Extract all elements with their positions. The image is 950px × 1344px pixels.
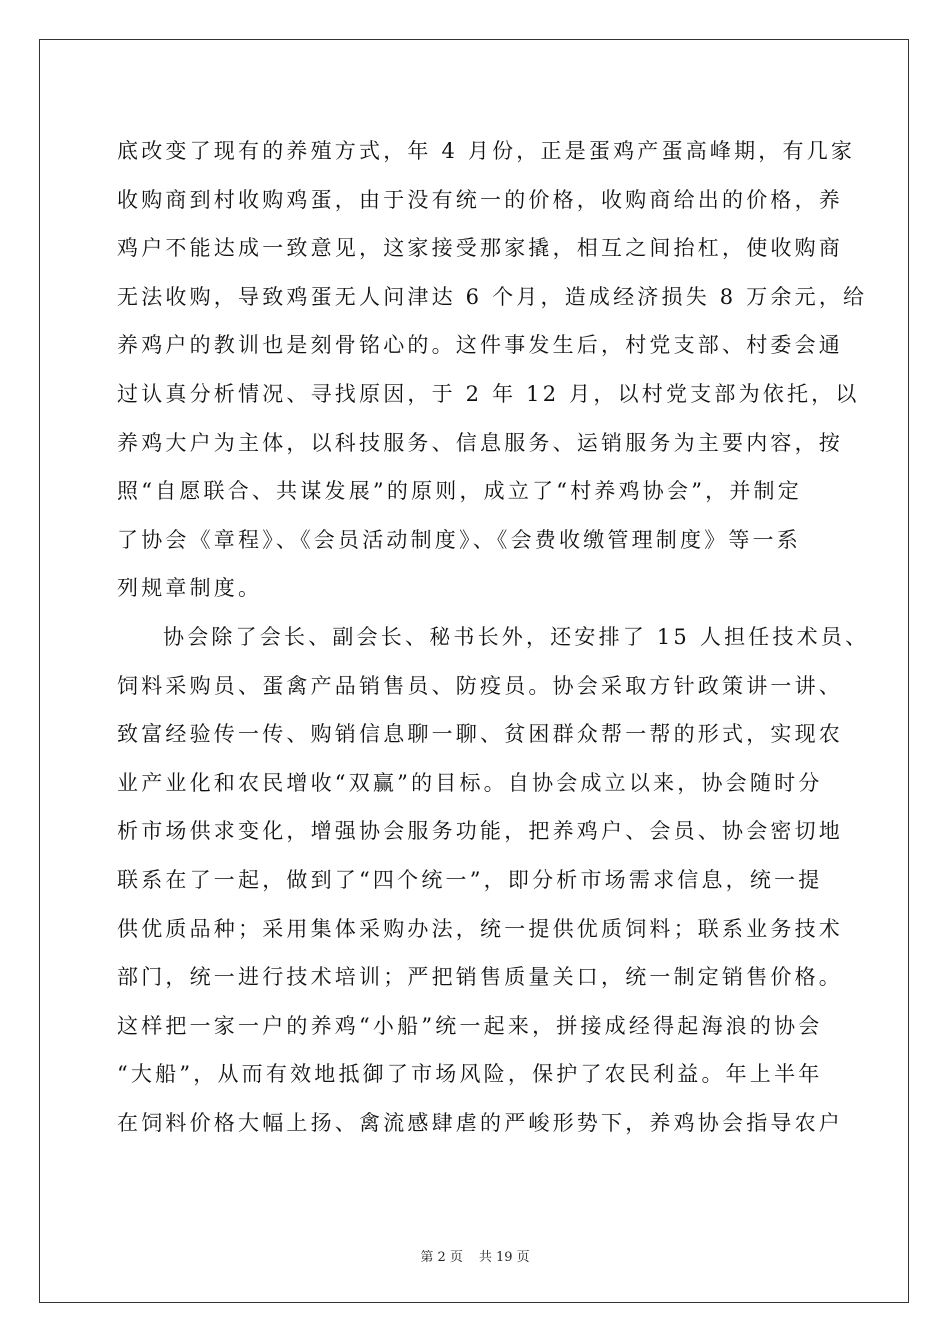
- text-line: 在饲料价格大幅上扬、禽流感肆虐的严峻形势下，养鸡协会指导农户: [117, 1110, 843, 1135]
- document-body: [117, 127, 870, 1147]
- text-line: 供优质品种；采用集体采购办法，统一提供优质饲料；联系业务技术: [117, 916, 843, 941]
- text-line: 析市场供求变化，增强协会服务功能，把养鸡户、会员、协会密切地: [117, 819, 843, 844]
- text-line: 收购商到村收购鸡蛋，由于没有统一的价格，收购商给出的价格，养: [117, 187, 843, 212]
- text-line: “大船”，从而有效地抵御了市场风险，保护了农民利益。年上半年: [117, 1062, 823, 1087]
- text-line: 底改变了现有的养殖方式，年 4 月份，正是蛋鸡产蛋高峰期，有几家: [117, 139, 856, 163]
- text-line: 养鸡大户为主体，以科技服务、信息服务、运销服务为主要内容，按: [117, 430, 843, 455]
- text-line: 照“自愿联合、共谋发展”的原则，成立了“村养鸡协会”，并制定: [117, 479, 802, 504]
- text-line: 业产业化和农民增收“双赢”的目标。自协会成立以来，协会随时分: [117, 770, 823, 795]
- page-footer: [0, 1246, 950, 1265]
- text-line: 部门，统一进行技术培训；严把销售质量关口，统一制定销售价格。: [117, 965, 843, 990]
- text-line: 联系在了一起，做到了“四个统一”，即分析市场需求信息，统一提: [117, 867, 823, 892]
- text-line: 无法收购，导致鸡蛋无人问津达 6 个月，造成经济损失 8 万余元，给: [117, 284, 868, 309]
- paragraph-first-line: 协会除了会长、副会长、秘书长外，还安排了 15 人担任技术员、: [163, 624, 870, 649]
- text-line: 致富经验传一传、购销信息聊一聊、贫困群众帮一帮的形式，实现农: [117, 722, 843, 747]
- text-line: 饲料采购员、蛋禽产品销售员、防疫员。协会采取方针政策讲一讲、: [117, 673, 843, 698]
- text-line: 了协会《章程》、《会员活动制度》、《会费收缴管理制度》等一系: [117, 527, 801, 552]
- text-line: 养鸡户的教训也是刻骨铭心的。这件事发生后，村党支部、村委会通: [117, 333, 843, 358]
- page-total: 共 19 页: [478, 1250, 530, 1265]
- text-line: 过认真分析情况、寻找原因，于 2 年 12 月，以村党支部为依托，以: [117, 381, 860, 406]
- page-number: 第 2 页: [420, 1250, 463, 1265]
- text-line: 这样把一家一户的养鸡“小船”统一起来，拼接成经得起海浪的协会: [117, 1013, 823, 1038]
- text-line: 列规章制度。: [117, 576, 263, 601]
- text-line: 鸡户不能达成一致意见，这家接受那家撬，相互之间抬杠，使收购商: [117, 236, 843, 261]
